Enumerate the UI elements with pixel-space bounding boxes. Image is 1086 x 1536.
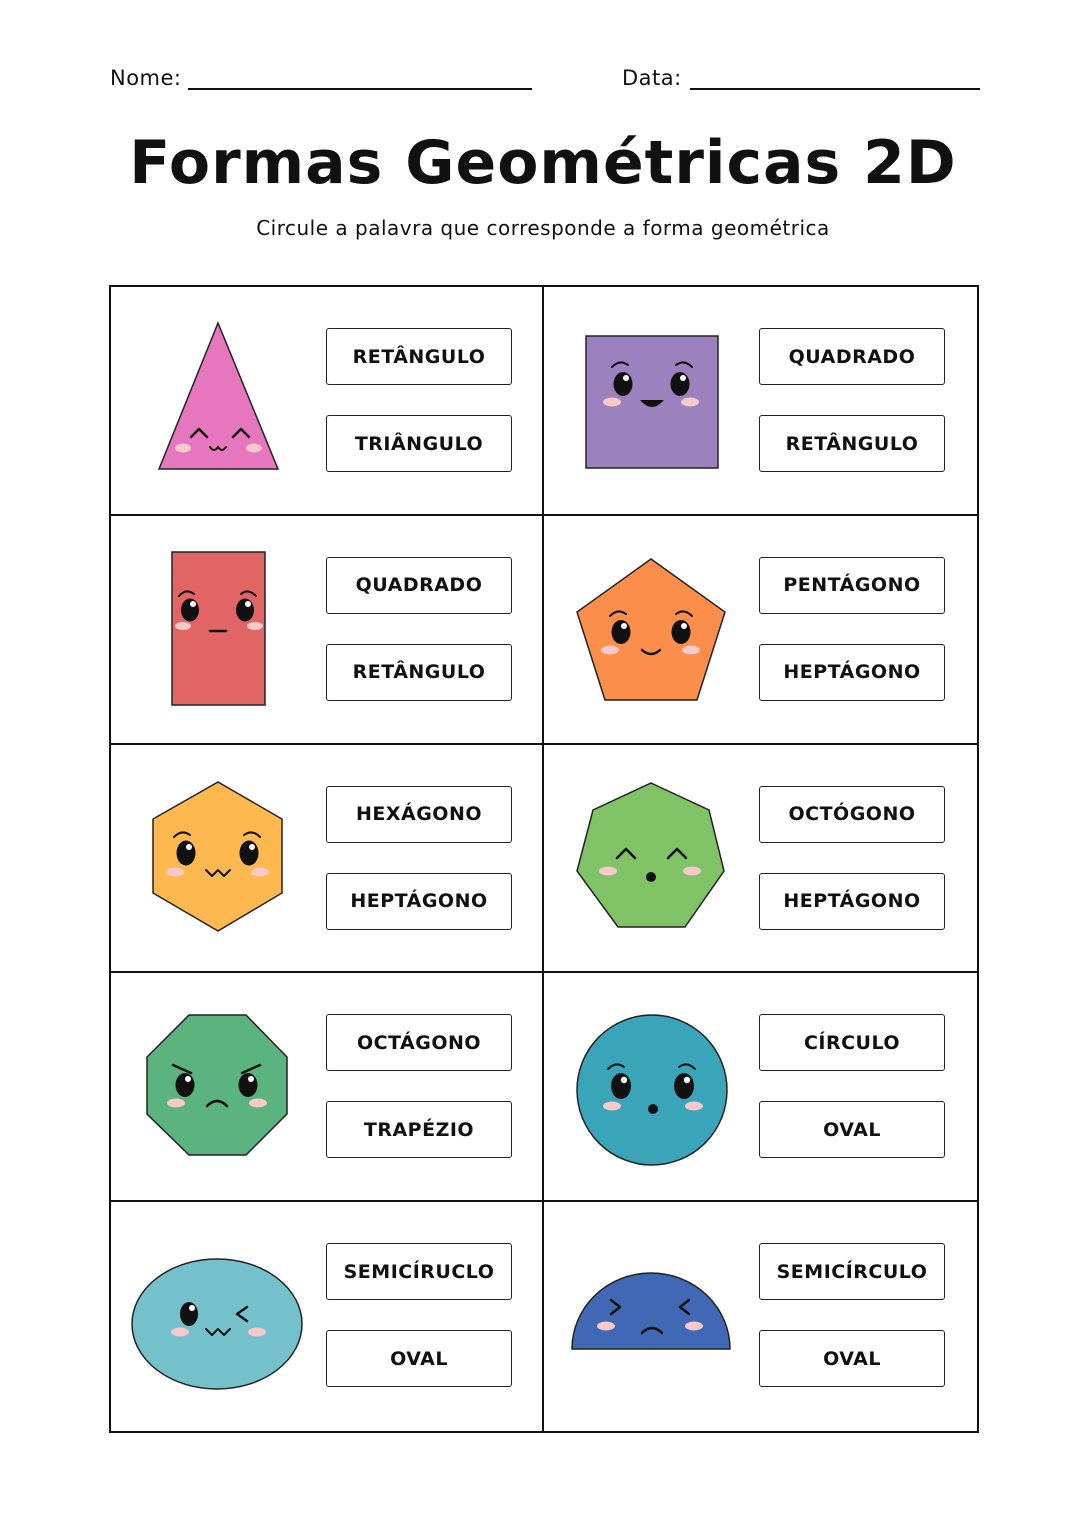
cell-rectangle — [111, 516, 544, 745]
cell-square — [544, 287, 977, 516]
hexagon-icon — [111, 745, 327, 972]
rectangle-icon — [111, 516, 327, 743]
option-button[interactable]: RETÂNGULO — [326, 328, 512, 385]
option-button[interactable]: TRIÂNGULO — [326, 415, 512, 472]
date-field[interactable] — [690, 88, 980, 90]
cell-semicircle — [544, 1202, 977, 1431]
cell-circle — [544, 973, 977, 1202]
circle-icon — [544, 973, 760, 1200]
cell-oval — [111, 1202, 544, 1431]
shapes-grid — [109, 285, 979, 1433]
option-button[interactable]: RETÂNGULO — [326, 644, 512, 701]
oval-icon — [111, 1202, 327, 1429]
option-button[interactable]: SEMICÍRUCLO — [326, 1243, 512, 1300]
option-button[interactable]: PENTÁGONO — [759, 557, 945, 614]
option-button[interactable]: TRAPÉZIO — [326, 1101, 512, 1158]
option-button[interactable]: SEMICÍRCULO — [759, 1243, 945, 1300]
option-button[interactable]: OVAL — [759, 1101, 945, 1158]
option-button[interactable]: RETÂNGULO — [759, 415, 945, 472]
octagon-icon — [111, 973, 327, 1200]
option-button[interactable]: HEPTÁGONO — [759, 644, 945, 701]
triangle-icon — [111, 287, 327, 514]
cell-triangle — [111, 287, 544, 516]
heptagon-icon — [544, 745, 760, 972]
page-title: Formas Geométricas 2D — [129, 128, 957, 198]
option-button[interactable]: HEPTÁGONO — [326, 873, 512, 930]
option-button[interactable]: HEXÁGONO — [326, 786, 512, 843]
option-button[interactable]: QUADRADO — [326, 557, 512, 614]
cell-heptagon — [544, 745, 977, 974]
option-button[interactable]: QUADRADO — [759, 328, 945, 385]
semicircle-icon — [544, 1202, 760, 1429]
page-subtitle: Circule a palavra que corresponde a forma geométrica — [256, 216, 830, 240]
option-button[interactable]: HEPTÁGONO — [759, 873, 945, 930]
option-button[interactable]: OCTÁGONO — [326, 1014, 512, 1071]
name-field[interactable] — [188, 88, 532, 90]
date-label: Data: — [622, 66, 682, 90]
cell-pentagon — [544, 516, 977, 745]
option-button[interactable]: OVAL — [326, 1330, 512, 1387]
option-button[interactable]: CÍRCULO — [759, 1014, 945, 1071]
option-button[interactable]: OCTÓGONO — [759, 786, 945, 843]
pentagon-icon — [544, 516, 760, 743]
name-label: Nome: — [110, 66, 182, 90]
square-icon — [544, 287, 760, 514]
cell-hexagon — [111, 745, 544, 974]
cell-octagon — [111, 973, 544, 1202]
option-button[interactable]: OVAL — [759, 1330, 945, 1387]
